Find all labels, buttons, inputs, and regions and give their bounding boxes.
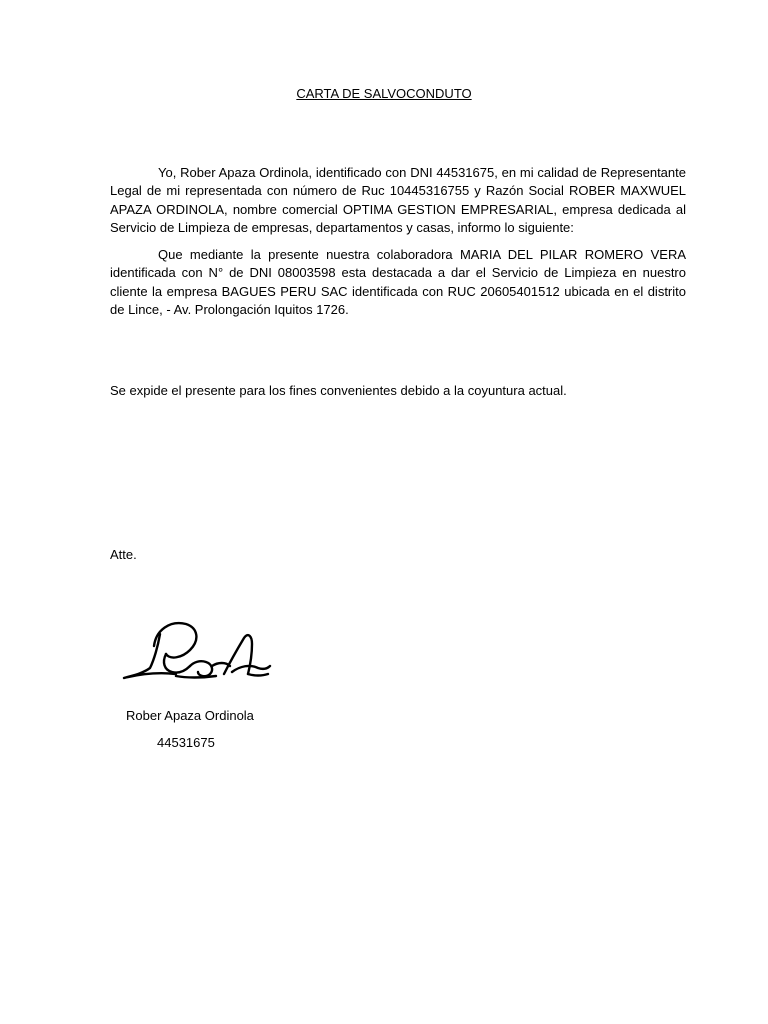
paragraph-collaborator-text: Que mediante la presente nuestra colaboradora MARIA DEL PILAR ROMERO VERA identificada con N° de DNI 08003598 esta destacada a dar el Servicio de Limpieza en nuestro cliente la empresa BAGUES PERU SAC identificada con RUC 20605401512 ubicada en el distrito de Lince, - Av. Prolongación Iquitos 1726. — [110, 247, 686, 317]
document-title: CARTA DE SALVOCONDUTO — [296, 86, 472, 101]
paragraph-collaborator — [110, 246, 686, 319]
paragraph-purpose: Se expide el presente para los fines convenientes debido a la coyuntura actual. — [110, 383, 567, 398]
paragraph-introduction-text: Yo, Rober Apaza Ordinola, identificado con DNI 44531675, en mi calidad de Representante Legal de mi representada con número de Ruc 10445316755 y Razón Social ROBER MAXWUEL APAZA ORDINOLA, nombre comercial OPTIMA GESTION EMPRESARIAL, empresa dedicada al Servicio de Limpieza de empresas, departamentos y casas, informo lo siguiente: — [110, 165, 686, 235]
signer-name: Rober Apaza Ordinola — [126, 708, 254, 723]
closing-salutation: Atte. — [110, 547, 137, 562]
signer-dni: 44531675 — [157, 735, 215, 750]
paragraph-introduction — [110, 164, 686, 237]
handwritten-signature — [120, 616, 275, 688]
